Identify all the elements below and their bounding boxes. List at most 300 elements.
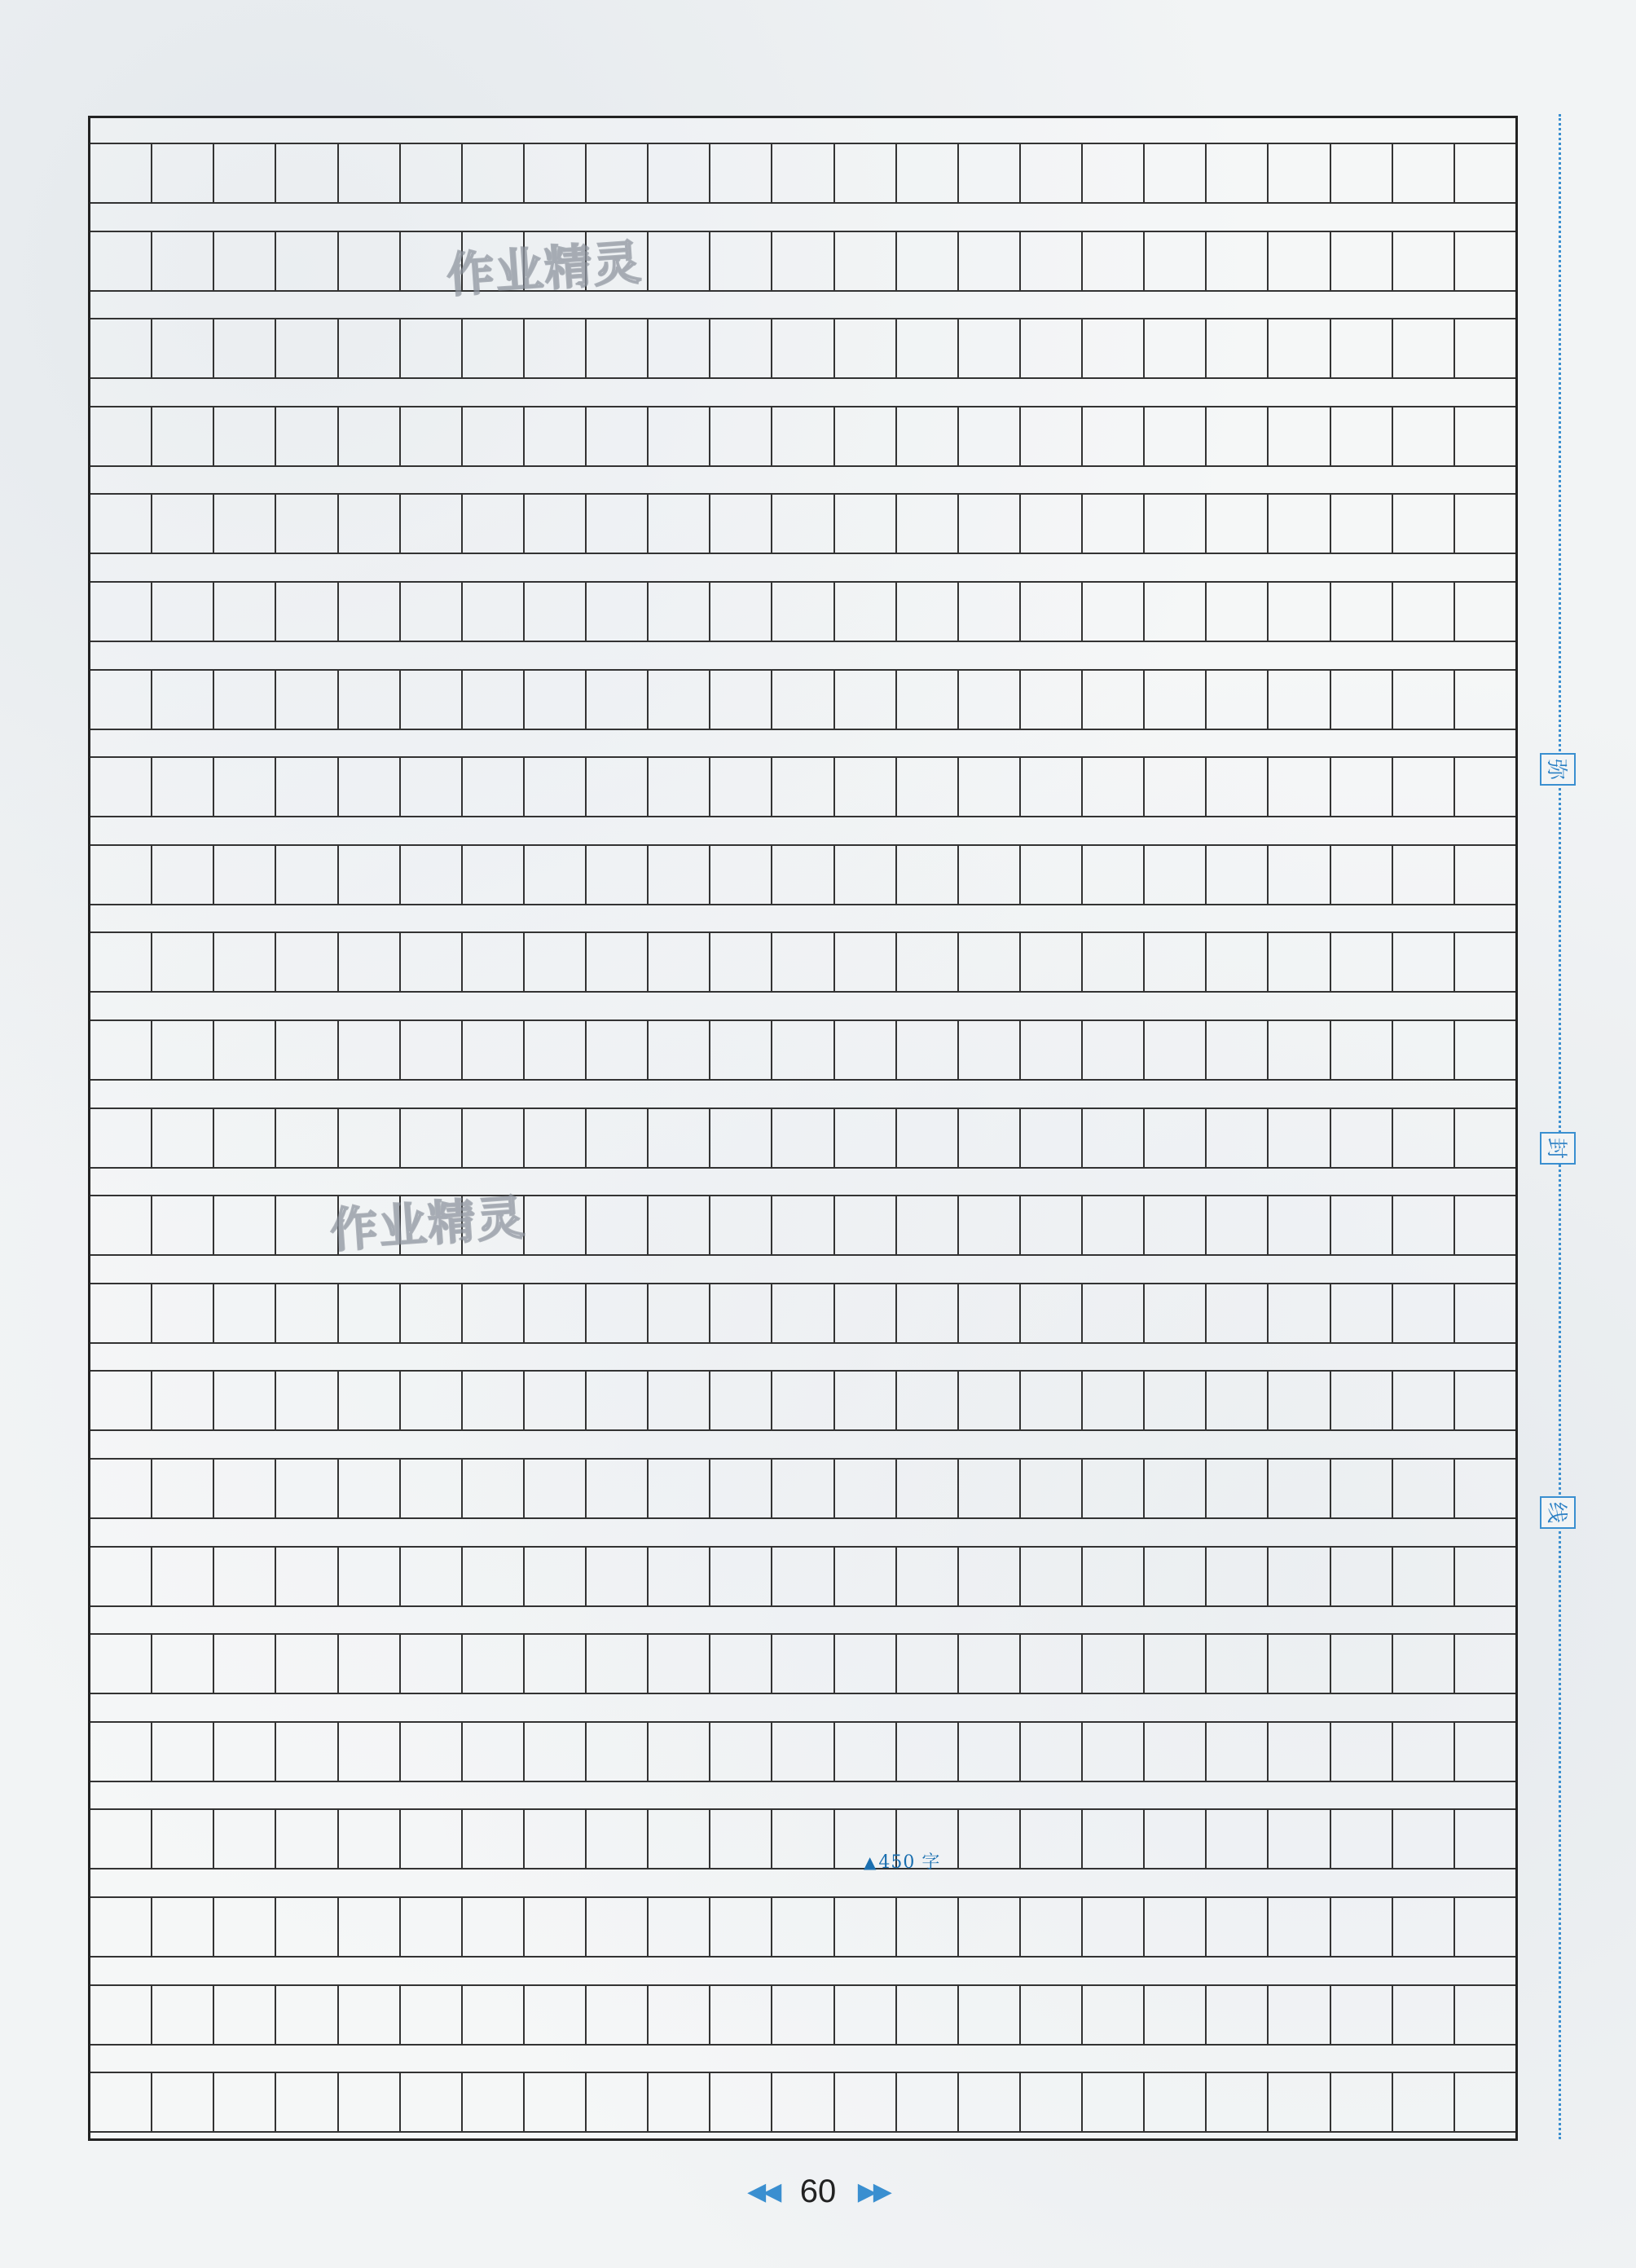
grid-cell[interactable]	[1393, 1460, 1455, 1517]
grid-cell[interactable]	[587, 846, 649, 904]
grid-cell[interactable]	[1455, 1460, 1515, 1517]
grid-cell[interactable]	[710, 144, 772, 202]
grid-cell[interactable]	[463, 1284, 525, 1342]
grid-cell[interactable]	[587, 1372, 649, 1429]
grid-cell[interactable]	[339, 1372, 401, 1429]
grid-cell[interactable]	[401, 407, 463, 465]
grid-cell[interactable]	[959, 1372, 1021, 1429]
grid-cell[interactable]	[339, 758, 401, 816]
grid-cell[interactable]	[835, 144, 897, 202]
grid-cell[interactable]	[463, 933, 525, 991]
grid-cell[interactable]	[710, 758, 772, 816]
grid-cell[interactable]	[339, 1986, 401, 2044]
grid-cell[interactable]	[959, 407, 1021, 465]
grid-cell[interactable]	[1393, 583, 1455, 641]
grid-cell[interactable]	[772, 671, 834, 729]
grid-cell[interactable]	[525, 1635, 587, 1693]
grid-cell[interactable]	[152, 1460, 214, 1517]
grid-cell[interactable]	[214, 1460, 276, 1517]
grid-cell[interactable]	[1331, 2073, 1393, 2131]
grid-cell[interactable]	[525, 671, 587, 729]
grid-cell[interactable]	[214, 407, 276, 465]
grid-cell[interactable]	[276, 407, 338, 465]
grid-cell[interactable]	[587, 1723, 649, 1781]
grid-cell[interactable]	[1455, 1109, 1515, 1167]
grid-cell[interactable]	[401, 1810, 463, 1868]
grid-cell[interactable]	[1021, 144, 1083, 202]
grid-cell[interactable]	[1021, 2073, 1083, 2131]
grid-cell[interactable]	[1207, 1284, 1269, 1342]
grid-cell[interactable]	[772, 1284, 834, 1342]
grid-cell[interactable]	[649, 846, 710, 904]
grid-cell[interactable]	[772, 1986, 834, 2044]
grid-cell[interactable]	[772, 583, 834, 641]
grid-cell[interactable]	[1393, 1109, 1455, 1167]
grid-cell[interactable]	[1331, 671, 1393, 729]
grid-cell[interactable]	[1083, 671, 1145, 729]
grid-cell[interactable]	[587, 144, 649, 202]
grid-cell[interactable]	[1207, 495, 1269, 553]
grid-cell[interactable]	[463, 671, 525, 729]
grid-cell[interactable]	[835, 2073, 897, 2131]
grid-cell[interactable]	[152, 495, 214, 553]
grid-cell[interactable]	[276, 1460, 338, 1517]
grid-cell[interactable]	[1455, 232, 1515, 290]
grid-cell[interactable]	[90, 583, 152, 641]
grid-cell[interactable]	[401, 1372, 463, 1429]
grid-cell[interactable]	[1145, 407, 1207, 465]
grid-cell[interactable]	[276, 1635, 338, 1693]
grid-cell[interactable]	[152, 232, 214, 290]
grid-cell[interactable]	[1269, 1898, 1330, 1956]
grid-cell[interactable]	[710, 1723, 772, 1781]
grid-cell[interactable]	[1207, 232, 1269, 290]
grid-cell[interactable]	[1393, 1898, 1455, 1956]
grid-cell[interactable]	[90, 1723, 152, 1781]
grid-cell[interactable]	[587, 1109, 649, 1167]
grid-cell[interactable]	[1145, 1372, 1207, 1429]
grid-cell[interactable]	[649, 933, 710, 991]
grid-cell[interactable]	[897, 232, 959, 290]
grid-cell[interactable]	[1021, 1372, 1083, 1429]
grid-cell[interactable]	[152, 671, 214, 729]
grid-cell[interactable]	[587, 671, 649, 729]
grid-cell[interactable]	[463, 319, 525, 377]
grid-cell[interactable]	[1393, 1196, 1455, 1254]
grid-cell[interactable]	[525, 407, 587, 465]
grid-cell[interactable]	[152, 583, 214, 641]
grid-cell[interactable]	[1021, 1548, 1083, 1605]
grid-cell[interactable]	[1145, 1284, 1207, 1342]
grid-cell[interactable]	[401, 671, 463, 729]
grid-cell[interactable]	[1021, 1196, 1083, 1254]
grid-cell[interactable]	[897, 846, 959, 904]
grid-cell[interactable]	[1455, 1723, 1515, 1781]
grid-cell[interactable]	[1455, 1548, 1515, 1605]
grid-cell[interactable]	[152, 758, 214, 816]
grid-cell[interactable]	[1083, 758, 1145, 816]
grid-cell[interactable]	[276, 758, 338, 816]
grid-cell[interactable]	[649, 1548, 710, 1605]
grid-cell[interactable]	[1331, 1986, 1393, 2044]
grid-cell[interactable]	[1269, 495, 1330, 553]
grid-cell[interactable]	[772, 1021, 834, 1079]
grid-cell[interactable]	[152, 1810, 214, 1868]
grid-cell[interactable]	[90, 671, 152, 729]
grid-cell[interactable]	[1331, 495, 1393, 553]
grid-cell[interactable]	[214, 1898, 276, 1956]
grid-cell[interactable]	[401, 1635, 463, 1693]
grid-cell[interactable]	[276, 232, 338, 290]
grid-cell[interactable]	[897, 671, 959, 729]
grid-cell[interactable]	[1455, 758, 1515, 816]
grid-cell[interactable]	[276, 583, 338, 641]
grid-cell[interactable]	[1145, 2073, 1207, 2131]
grid-cell[interactable]	[897, 1723, 959, 1781]
grid-cell[interactable]	[1207, 758, 1269, 816]
grid-cell[interactable]	[1083, 495, 1145, 553]
grid-cell[interactable]	[772, 1109, 834, 1167]
grid-cell[interactable]	[959, 846, 1021, 904]
grid-cell[interactable]	[587, 1548, 649, 1605]
grid-cell[interactable]	[649, 1284, 710, 1342]
grid-cell[interactable]	[525, 758, 587, 816]
grid-cell[interactable]	[959, 671, 1021, 729]
grid-cell[interactable]	[525, 583, 587, 641]
grid-cell[interactable]	[214, 583, 276, 641]
grid-cell[interactable]	[1207, 671, 1269, 729]
grid-cell[interactable]	[463, 1810, 525, 1868]
grid-cell[interactable]	[525, 1723, 587, 1781]
grid-cell[interactable]	[1145, 1021, 1207, 1079]
grid-cell[interactable]	[1269, 846, 1330, 904]
grid-cell[interactable]	[401, 1986, 463, 2044]
grid-cell[interactable]	[90, 1460, 152, 1517]
grid-cell[interactable]	[1021, 1723, 1083, 1781]
grid-cell[interactable]	[710, 1196, 772, 1254]
grid-cell[interactable]	[1083, 232, 1145, 290]
grid-cell[interactable]	[1145, 1723, 1207, 1781]
grid-cell[interactable]	[835, 933, 897, 991]
grid-cell[interactable]	[276, 933, 338, 991]
grid-cell[interactable]	[525, 1284, 587, 1342]
grid-cell[interactable]	[1207, 407, 1269, 465]
grid-cell[interactable]	[214, 1284, 276, 1342]
grid-cell[interactable]	[152, 933, 214, 991]
grid-cell[interactable]	[587, 1810, 649, 1868]
grid-cell[interactable]	[959, 758, 1021, 816]
grid-cell[interactable]	[525, 1109, 587, 1167]
grid-cell[interactable]	[525, 495, 587, 553]
grid-cell[interactable]	[152, 1021, 214, 1079]
grid-cell[interactable]	[897, 1986, 959, 2044]
grid-cell[interactable]	[276, 1548, 338, 1605]
grid-cell[interactable]	[710, 933, 772, 991]
grid-cell[interactable]	[90, 1986, 152, 2044]
grid-cell[interactable]	[959, 1898, 1021, 1956]
grid-cell[interactable]	[897, 1460, 959, 1517]
grid-cell[interactable]	[710, 319, 772, 377]
grid-cell[interactable]	[649, 1723, 710, 1781]
grid-cell[interactable]	[152, 846, 214, 904]
grid-cell[interactable]	[897, 1635, 959, 1693]
grid-cell[interactable]	[710, 1372, 772, 1429]
grid-cell[interactable]	[1393, 1723, 1455, 1781]
grid-cell[interactable]	[1331, 144, 1393, 202]
grid-cell[interactable]	[1145, 1986, 1207, 2044]
grid-cell[interactable]	[1269, 1196, 1330, 1254]
grid-cell[interactable]	[339, 1635, 401, 1693]
grid-cell[interactable]	[587, 2073, 649, 2131]
grid-cell[interactable]	[339, 1284, 401, 1342]
grid-cell[interactable]	[1021, 1635, 1083, 1693]
grid-cell[interactable]	[772, 1810, 834, 1868]
grid-cell[interactable]	[1207, 1548, 1269, 1605]
grid-cell[interactable]	[835, 1021, 897, 1079]
grid-cell[interactable]	[1331, 1109, 1393, 1167]
grid-cell[interactable]	[1455, 1810, 1515, 1868]
grid-cell[interactable]	[276, 1372, 338, 1429]
grid-cell[interactable]	[772, 407, 834, 465]
grid-cell[interactable]	[1393, 495, 1455, 553]
grid-cell[interactable]	[835, 846, 897, 904]
grid-cell[interactable]	[401, 1898, 463, 1956]
grid-cell[interactable]	[1021, 1986, 1083, 2044]
grid-cell[interactable]	[1021, 933, 1083, 991]
grid-cell[interactable]	[835, 1548, 897, 1605]
grid-cell[interactable]	[214, 144, 276, 202]
grid-cell[interactable]	[401, 583, 463, 641]
grid-cell[interactable]	[339, 232, 401, 290]
grid-cell[interactable]	[1083, 1548, 1145, 1605]
grid-cell[interactable]	[401, 1109, 463, 1167]
grid-cell[interactable]	[1455, 1986, 1515, 2044]
grid-cell[interactable]	[152, 2073, 214, 2131]
grid-cell[interactable]	[587, 1898, 649, 1956]
grid-cell[interactable]	[835, 1723, 897, 1781]
grid-cell[interactable]	[897, 1109, 959, 1167]
grid-cell[interactable]	[897, 1372, 959, 1429]
grid-cell[interactable]	[1393, 758, 1455, 816]
grid-cell[interactable]	[214, 495, 276, 553]
grid-cell[interactable]	[90, 1372, 152, 1429]
grid-cell[interactable]	[1331, 1635, 1393, 1693]
grid-cell[interactable]	[1269, 1635, 1330, 1693]
grid-cell[interactable]	[1083, 1986, 1145, 2044]
grid-cell[interactable]	[90, 1109, 152, 1167]
grid-cell[interactable]	[1207, 1021, 1269, 1079]
grid-cell[interactable]	[214, 1109, 276, 1167]
grid-cell[interactable]	[339, 1460, 401, 1517]
grid-cell[interactable]	[1021, 846, 1083, 904]
grid-cell[interactable]	[959, 1810, 1021, 1868]
grid-cell[interactable]	[835, 232, 897, 290]
grid-cell[interactable]	[710, 407, 772, 465]
grid-cell[interactable]	[1207, 1723, 1269, 1781]
grid-cell[interactable]	[649, 1986, 710, 2044]
grid-cell[interactable]	[1455, 583, 1515, 641]
grid-cell[interactable]	[710, 1986, 772, 2044]
grid-cell[interactable]	[401, 1548, 463, 1605]
grid-cell[interactable]	[152, 1284, 214, 1342]
grid-cell[interactable]	[1083, 933, 1145, 991]
grid-cell[interactable]	[587, 407, 649, 465]
grid-cell[interactable]	[835, 495, 897, 553]
grid-cell[interactable]	[1021, 1284, 1083, 1342]
grid-cell[interactable]	[152, 1986, 214, 2044]
grid-cell[interactable]	[897, 144, 959, 202]
grid-cell[interactable]	[1269, 758, 1330, 816]
grid-cell[interactable]	[649, 495, 710, 553]
grid-cell[interactable]	[90, 319, 152, 377]
grid-cell[interactable]	[1393, 1284, 1455, 1342]
grid-cell[interactable]	[710, 1284, 772, 1342]
grid-cell[interactable]	[772, 144, 834, 202]
grid-cell[interactable]	[1331, 232, 1393, 290]
grid-cell[interactable]	[1393, 2073, 1455, 2131]
grid-cell[interactable]	[401, 758, 463, 816]
grid-cell[interactable]	[710, 583, 772, 641]
grid-cell[interactable]	[1331, 1284, 1393, 1342]
grid-cell[interactable]	[649, 1460, 710, 1517]
grid-cell[interactable]	[1207, 583, 1269, 641]
grid-cell[interactable]	[463, 1548, 525, 1605]
grid-cell[interactable]	[152, 144, 214, 202]
grid-cell[interactable]	[1145, 1548, 1207, 1605]
grid-cell[interactable]	[710, 495, 772, 553]
grid-cell[interactable]	[339, 2073, 401, 2131]
grid-cell[interactable]	[897, 1898, 959, 1956]
grid-cell[interactable]	[276, 671, 338, 729]
grid-cell[interactable]	[214, 232, 276, 290]
grid-cell[interactable]	[1331, 1460, 1393, 1517]
grid-cell[interactable]	[276, 1898, 338, 1956]
grid-cell[interactable]	[1455, 1898, 1515, 1956]
grid-cell[interactable]	[710, 1109, 772, 1167]
grid-cell[interactable]	[1207, 319, 1269, 377]
grid-cell[interactable]	[1331, 758, 1393, 816]
grid-cell[interactable]	[1083, 1109, 1145, 1167]
grid-cell[interactable]	[401, 144, 463, 202]
grid-cell[interactable]	[1393, 1635, 1455, 1693]
grid-cell[interactable]	[649, 671, 710, 729]
grid-cell[interactable]	[1269, 2073, 1330, 2131]
grid-cell[interactable]	[401, 1460, 463, 1517]
grid-cell[interactable]	[1021, 583, 1083, 641]
grid-cell[interactable]	[1083, 144, 1145, 202]
grid-cell[interactable]	[959, 1548, 1021, 1605]
grid-cell[interactable]	[463, 2073, 525, 2131]
grid-cell[interactable]	[897, 1548, 959, 1605]
grid-cell[interactable]	[401, 495, 463, 553]
grid-cell[interactable]	[339, 671, 401, 729]
grid-cell[interactable]	[1145, 495, 1207, 553]
grid-cell[interactable]	[772, 2073, 834, 2131]
grid-cell[interactable]	[587, 933, 649, 991]
grid-cell[interactable]	[339, 933, 401, 991]
grid-cell[interactable]	[587, 319, 649, 377]
grid-cell[interactable]	[1269, 232, 1330, 290]
grid-cell[interactable]	[649, 583, 710, 641]
grid-cell[interactable]	[152, 407, 214, 465]
grid-cell[interactable]	[587, 495, 649, 553]
grid-cell[interactable]	[1269, 1723, 1330, 1781]
grid-cell[interactable]	[1021, 1109, 1083, 1167]
grid-cell[interactable]	[835, 1284, 897, 1342]
grid-cell[interactable]	[463, 1021, 525, 1079]
grid-cell[interactable]	[835, 1460, 897, 1517]
grid-cell[interactable]	[276, 846, 338, 904]
grid-cell[interactable]	[1083, 1635, 1145, 1693]
grid-cell[interactable]	[401, 2073, 463, 2131]
grid-cell[interactable]	[1021, 1021, 1083, 1079]
grid-cell[interactable]	[463, 1723, 525, 1781]
grid-cell[interactable]	[1207, 1898, 1269, 1956]
grid-cell[interactable]	[1083, 1460, 1145, 1517]
grid-cell[interactable]	[90, 1021, 152, 1079]
grid-cell[interactable]	[1145, 583, 1207, 641]
grid-cell[interactable]	[1269, 671, 1330, 729]
grid-cell[interactable]	[1083, 1898, 1145, 1956]
grid-cell[interactable]	[1455, 1372, 1515, 1429]
grid-cell[interactable]	[1207, 933, 1269, 991]
grid-cell[interactable]	[1331, 1021, 1393, 1079]
grid-cell[interactable]	[1207, 1109, 1269, 1167]
grid-cell[interactable]	[649, 407, 710, 465]
grid-cell[interactable]	[525, 1986, 587, 2044]
grid-cell[interactable]	[772, 1372, 834, 1429]
grid-cell[interactable]	[959, 1460, 1021, 1517]
grid-cell[interactable]	[214, 1986, 276, 2044]
grid-cell[interactable]	[772, 319, 834, 377]
grid-cell[interactable]	[649, 1021, 710, 1079]
grid-cell[interactable]	[1145, 144, 1207, 202]
grid-cell[interactable]	[1269, 1548, 1330, 1605]
grid-cell[interactable]	[525, 1460, 587, 1517]
grid-cell[interactable]	[90, 1898, 152, 1956]
grid-cell[interactable]	[152, 1196, 214, 1254]
grid-cell[interactable]	[835, 758, 897, 816]
grid-cell[interactable]	[152, 1548, 214, 1605]
grid-cell[interactable]	[1393, 319, 1455, 377]
grid-cell[interactable]	[1145, 232, 1207, 290]
grid-cell[interactable]	[1207, 1810, 1269, 1868]
grid-cell[interactable]	[1145, 1460, 1207, 1517]
grid-cell[interactable]	[90, 144, 152, 202]
grid-cell[interactable]	[214, 2073, 276, 2131]
grid-cell[interactable]	[1455, 144, 1515, 202]
grid-cell[interactable]	[959, 1021, 1021, 1079]
grid-cell[interactable]	[1269, 407, 1330, 465]
grid-cell[interactable]	[1393, 1810, 1455, 1868]
grid-cell[interactable]	[463, 758, 525, 816]
grid-cell[interactable]	[276, 144, 338, 202]
grid-cell[interactable]	[1269, 1460, 1330, 1517]
grid-cell[interactable]	[1083, 1021, 1145, 1079]
grid-cell[interactable]	[152, 319, 214, 377]
grid-cell[interactable]	[710, 1021, 772, 1079]
grid-cell[interactable]	[959, 2073, 1021, 2131]
grid-cell[interactable]	[1207, 1372, 1269, 1429]
grid-cell[interactable]	[835, 1898, 897, 1956]
grid-cell[interactable]	[401, 1021, 463, 1079]
grid-cell[interactable]	[1145, 1898, 1207, 1956]
grid-cell[interactable]	[525, 1810, 587, 1868]
grid-cell[interactable]	[959, 583, 1021, 641]
grid-cell[interactable]	[897, 583, 959, 641]
grid-cell[interactable]	[1455, 1635, 1515, 1693]
grid-cell[interactable]	[339, 1109, 401, 1167]
